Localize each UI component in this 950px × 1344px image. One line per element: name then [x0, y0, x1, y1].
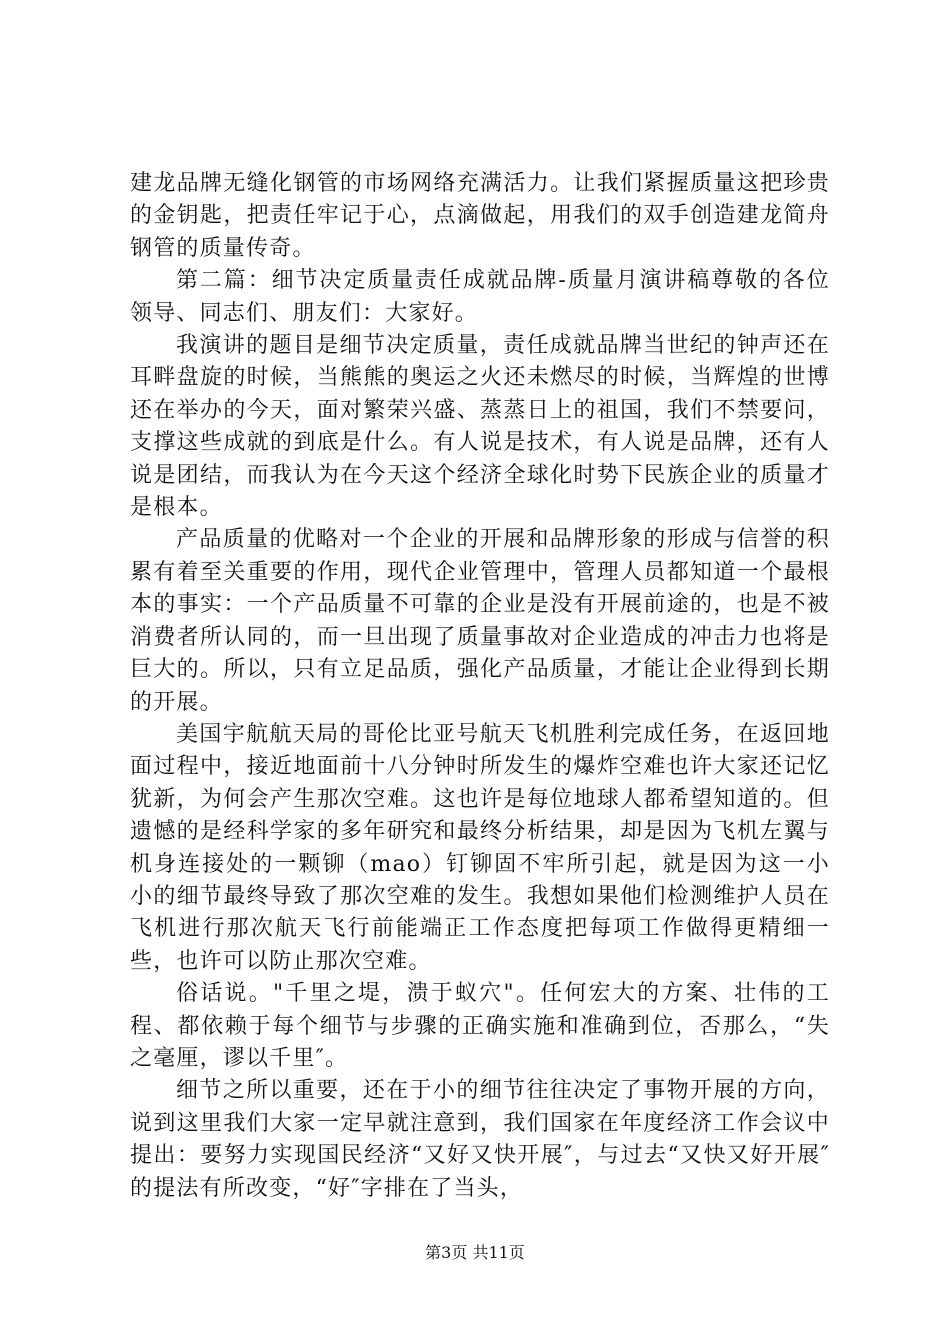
- paragraph-3: 我演讲的题目是细节决定质量，责任成就品牌当世纪的钟声还在耳畔盘旋的时候，当熊熊的奥运之火还未燃尽的时候，当辉煌的世博还在举办的今天，面对繁荣兴盛、蒸蒸日上的祖国，我们不禁要问，支撑这些成就的到底是什么。有人说是技术，有人说是品牌，还有人说是团结，而我认为在今天这个经济全球化时势下民族企业的质量才是根本。: [130, 333, 830, 521]
- paragraph-2: 第二篇：细节决定质量责任成就品牌-质量月演讲稿尊敬的各位领导、同志们、朋友们：大家好。: [130, 268, 830, 326]
- paragraph-1: 建龙品牌无缝化钢管的市场网络充满活力。让我们紧握质量这把珍贵的金钥匙，把责任牢记于心，点滴做起，用我们的双手创造建龙简舟钢管的质量传奇。: [130, 171, 830, 261]
- paragraph-4: 产品质量的优略对一个企业的开展和品牌形象的形成与信誉的积累有着至关重要的作用，现代企业管理中，管理人员都知道一个最根本的事实：一个产品质量不可靠的企业是没有开展前途的，也是不被消费者所认同的，而一旦出现了质量事故对企业造成的冲击力也将是巨大的。所以，只有立足品质，强化产品质量，才能让企业得到长期的开展。: [130, 527, 830, 715]
- paragraph-7: 细节之所以重要，还在于小的细节往往决定了事物开展的方向，说到这里我们大家一定早就注意到，我们国家在年度经济工作会议中提出：要努力实现国民经济“又好又快开展″，与过去“又快又好开展″的提法有所改变，“好″字排在了当头，: [130, 1078, 830, 1201]
- document-body: [130, 168, 830, 1205]
- paragraph-6: 俗话说。"千里之堤，溃于蚁穴"。任何宏大的方案、壮伟的工程、都依赖于每个细节与步骤的正确实施和准确到位，否那么，“失之毫厘，谬以千里″。: [130, 981, 830, 1071]
- paragraph-5: 美国宇航航天局的哥伦比亚号航天飞机胜利完成任务，在返回地面过程中，接近地面前十八分钟时所发生的爆炸空难也许大家还记忆犹新，为何会产生那次空难。这也许是每位地球人都希望知道的。但遗憾的是经科学家的多年研究和最终分析结果，却是因为飞机左翼与机身连接处的一颗铆（mao）钉铆固不牢所引起，就是因为这一小小的细节最终导致了那次空难的发生。我想如果他们检测维护人员在飞机进行那次航天飞行前能端正工作态度把每项工作做得更精细一些，也许可以防止那次空难。: [130, 721, 830, 974]
- page-footer: 第3页 共11页: [425, 1243, 525, 1262]
